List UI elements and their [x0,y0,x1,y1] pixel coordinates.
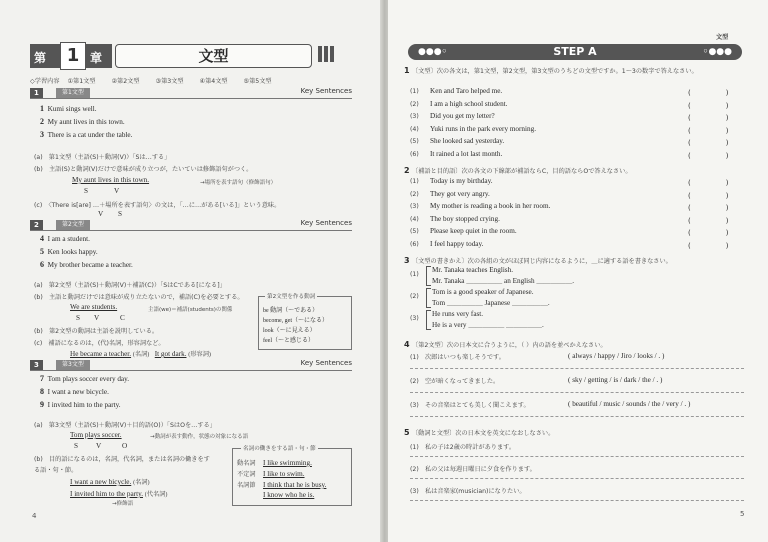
bracket-icon [426,288,431,308]
section-label: 第2文型 [56,220,90,230]
exercise-sentence: He runs very fast. [432,310,484,318]
chapter-prefix: 第 [34,51,47,65]
corner-label: 文型 [716,34,729,41]
answer-parens[interactable]: ( ) [688,179,729,187]
item-number: (3) [410,315,419,322]
sv-label: S [84,187,88,195]
key-sentence: 4 I am a student. [40,234,90,243]
answer-line[interactable] [410,416,744,417]
answer-parens[interactable]: ( ) [688,229,729,237]
svc-label: S [76,314,80,322]
question-3: 3 〔文型の書きかえ〕次の各組の文がほぼ同じ内容になるように，＿に適する語を書きなさい。 [404,256,672,265]
exercise-sentence: They got very angry. [430,189,490,198]
learning-item: ③第3文型 [155,78,184,85]
item-number: (2) [410,293,419,300]
key-sentences-label: Key Sentences [300,219,352,227]
page-number-left: 4 [32,512,37,520]
grammar-note: (a) 第2文型（主語(S)＋動詞(V)＋補語(C)）「SはCである[になる]」 [34,282,226,289]
answer-parens[interactable]: ( ) [688,126,729,135]
answer-parens[interactable]: ( ) [688,241,729,250]
answer-line[interactable] [410,500,744,501]
section-header-3 [30,360,352,371]
exercise-sentence: The boy stopped crying. [430,214,500,223]
example-annotation: 主語(we)＝補語(students)の関係 [148,307,233,313]
verbs-box [258,296,352,350]
key-sentence: 1 Kumi sings well. [40,104,97,113]
dots-icon: ●●●◦ [418,47,448,57]
sv-label: S [118,210,122,218]
svo-label: O [122,442,128,450]
grammar-note: (b) 主語と動詞だけでは意味が成り立たないので，補語(C)を必要とする。 [34,294,244,301]
svc-label: C [120,314,125,322]
section-number: 1 [30,88,43,98]
japanese-prompt: (2) 空が暗くなってきました。 [410,378,500,385]
word-order-hint: ( always / happy / Jiro / looks / . ) [568,352,665,360]
page-number-right: 5 [740,510,745,518]
bracket-icon [426,310,431,330]
answer-parens[interactable]: ( ) [688,114,729,122]
exercise-sentence: Today is my birthday. [430,177,493,185]
exercise-sentence: Please keep quiet in the room. [430,227,517,235]
key-sentence: 3 There is a cat under the table. [40,130,133,139]
grammar-note: (c) 補語になるのは，(代)名詞，形容詞など。 [34,340,165,347]
learning-label: ◇学習内容 [30,78,60,85]
noun-box-title: 名詞の働きをする語・句・節 [243,446,316,452]
grammar-note: (b) 第2文型の動詞は主語を説明している。 [34,328,159,335]
example-sentence: I want a new bicycle. (名詞) [70,478,150,486]
key-sentence: 2 My aunt lives in this town. [40,117,125,126]
key-sentence: 7 Tom plays soccer every day. [40,374,130,383]
fill-blank-sentence[interactable]: Tom ＿＿＿＿＿ Japanese ＿＿＿＿＿. [432,299,550,307]
exercise-sentence: My mother is reading a book in her room. [430,202,551,210]
grammar-note: (a) 第1文型（主語(S)＋動詞(V)）「Sは…する」 [34,154,171,161]
dots-icon: ◦●●● [702,47,732,57]
answer-line[interactable] [410,368,744,369]
example-annotation: →動詞が表す動作，状態の対象になる語 [150,434,249,440]
noun-function-box [232,448,352,506]
example-sentence: Tom plays soccer. [70,431,122,439]
svc-label: V [94,314,100,322]
left-page [0,0,382,542]
section-header-2 [30,220,352,231]
exercise-sentence: Did you get my letter? [430,112,495,120]
exercise-sentence: Ken and Taro helped me. [430,87,503,95]
item-number: (1) [410,178,419,185]
answer-line[interactable] [410,478,744,479]
section-label: 第3文型 [56,360,90,370]
answer-line[interactable] [410,456,744,457]
item-number: (1) [410,271,419,278]
item-number: (4) [410,125,419,133]
question-1: 1 〔文型〕次の各文は，第1文型，第2文型，第3文型のうちどの文型ですか。1〜3の数字で答えなさい。 [404,66,698,75]
item-number: (3) [410,113,419,120]
learning-item: ④第4文型 [199,78,228,85]
key-sentence: 8 I want a new bicycle. [40,387,109,396]
key-sentences-label: Key Sentences [300,359,352,367]
answer-parens[interactable]: ( ) [688,151,729,160]
japanese-prompt: (1) 私の子は2歳の時計があります。 [410,444,516,451]
question-2: 2 〔補語と目的語〕次の各文の下線部が補語ならC，目的語ならOで答えなさい。 [404,166,632,175]
noun-box-row: 名詞節 I think that he is busy. [237,481,327,489]
learning-item: ⑤第5文型 [243,78,272,85]
example-sentence: He became a teacher. (名詞) It got dark. (形容詞) [70,350,211,358]
answer-parens[interactable]: ( ) [688,191,729,200]
answer-parens[interactable]: ( ) [688,216,729,225]
grammar-note: (c) 〈There is[are] …＋場所を表す語句〉の文は，「…に…がある[いる]」という意味。 [34,202,281,209]
section-number: 3 [30,360,43,370]
key-sentences-label: Key Sentences [300,87,352,95]
grammar-note: (b) 目的語になるのは，名詞，代名詞，または名詞の働きをする語・句・節。 [34,456,210,474]
example-sentence: We are students. [70,303,118,311]
item-number: (5) [410,138,419,145]
learning-contents [30,76,272,85]
exercise-sentence: Tom is a good speaker of Japanese. [432,288,534,296]
exercise-sentence: She looked sad yesterday. [430,137,505,145]
noun-box-row: I know who he is. [263,491,315,499]
fill-blank-sentence[interactable]: Mr. Tanaka ＿＿＿＿＿ an English ＿＿＿＿＿. [432,277,575,285]
svo-label: V [96,442,102,450]
answer-parens[interactable]: ( ) [688,89,729,97]
item-number: (2) [410,100,419,108]
grammar-note: (a) 第3文型（主語(S)＋動詞(V)＋目的語(O)）「SはOを…する」 [34,422,216,429]
key-sentence: 9 I invited him to the party. [40,400,121,409]
answer-parens[interactable]: ( ) [688,139,729,147]
verb-item: look（〜に見える） [263,328,316,334]
exercise-sentence: I feel happy today. [430,239,484,248]
question-5: 5 〔動詞と文型〕次の日本文を英文になおしなさい。 [404,428,555,437]
learning-item: ①第1文型 [67,78,96,85]
example-sentence: I invited him to the party. (代名詞) [70,490,168,498]
exercise-sentence: It rained a lot last month. [430,149,503,158]
item-number: (5) [410,228,419,235]
section-number: 2 [30,220,43,230]
example-sentence: My aunt lives in this town. [72,176,150,184]
answer-line[interactable] [410,392,744,393]
item-number: (6) [410,240,419,248]
grammar-note: (b) 主語(S)と動詞(V)だけで意味が成り立つが，たいていは修飾語句がつく。 [34,166,253,173]
answer-parens[interactable]: ( ) [688,101,729,110]
verbs-box-title: 第2文型を作る動詞 [267,294,316,300]
key-sentence: 5 Ken looks happy. [40,247,98,256]
section-header-1 [30,88,352,99]
item-number: (6) [410,150,419,158]
chapter-title: 文型 [115,44,312,68]
noun-box-row: 不定詞 I like to swim. [237,470,305,478]
fill-blank-sentence[interactable]: He is a very ＿＿＿＿＿ ＿＿＿＿＿. [432,321,544,329]
item-number: (2) [410,190,419,198]
step-label: STEP A [553,45,597,58]
question-4: 4 〔第2文型〕次の日本文に合うように，（ ）内の語を並べかえなさい。 [404,340,607,349]
bracket-icon [426,266,431,286]
right-page [388,0,768,542]
chapter-number: 1 [60,42,86,70]
item-number: (3) [410,203,419,210]
verb-item: become, get（〜になる） [263,318,328,324]
japanese-prompt: (1) 次郎はいつも楽しそうです。 [410,354,505,361]
key-sentence: 6 My brother became a teacher. [40,260,133,269]
noun-box-row: 動名詞 I like swimming. [237,459,312,467]
learning-item: ②第2文型 [111,78,140,85]
answer-parens[interactable]: ( ) [688,204,729,212]
svo-label: S [74,442,78,450]
item-number: (1) [410,88,419,95]
word-order-hint: ( sky / getting / is / dark / the / . ) [568,376,663,384]
exercise-sentence: Yuki runs in the park every morning. [430,124,536,133]
exercise-sentence: Mr. Tanaka teaches English. [432,266,513,274]
sv-label: V [114,187,120,195]
japanese-prompt: (2) 私の父は毎週日曜日に夕食を作ります。 [410,466,536,473]
step-banner [408,44,742,60]
exercise-sentence: I am a high school student. [430,99,508,108]
word-order-hint: ( beautiful / music / sounds / the / very / . ) [568,400,691,408]
verb-item: feel（〜と感じる） [263,338,314,344]
example-annotation: →場所を表す語句（修飾語句） [200,180,277,186]
example-annotation: →修飾語 [112,501,134,507]
chapter-badge [30,44,112,68]
section-label: 第1文型 [56,88,90,98]
sv-label: V [98,210,104,218]
japanese-prompt: (3) 私は音楽家(musician)になりたい。 [410,488,526,495]
japanese-prompt: (3) その音楽はとても美しく聞こえます。 [410,402,530,409]
decorative-bars-icon [318,46,336,66]
verb-item: be 動詞（〜である） [263,308,319,314]
item-number: (4) [410,215,419,223]
chapter-suffix: 章 [90,51,103,65]
